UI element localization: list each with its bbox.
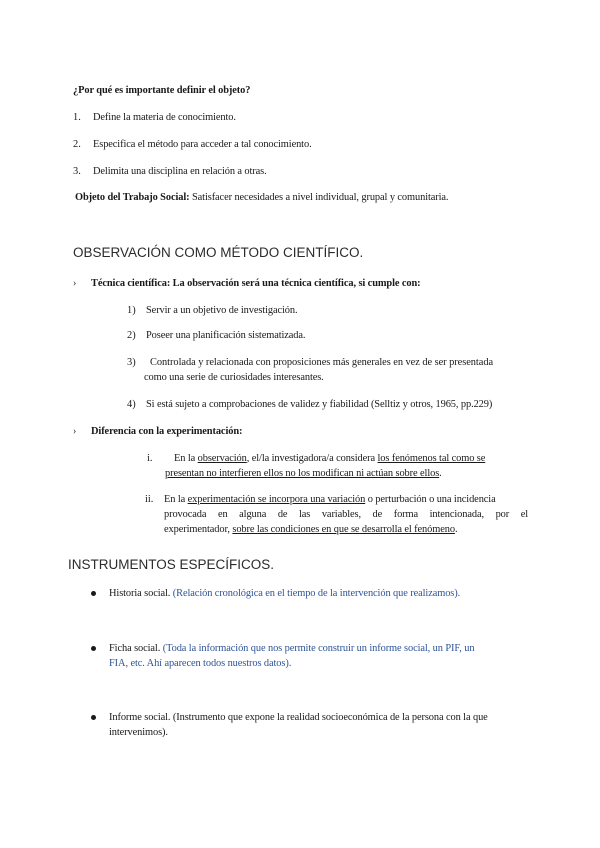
- text-run: En la: [174, 453, 198, 464]
- arrow-bullet-icon: ›: [73, 426, 77, 437]
- text-run: .: [454, 524, 458, 535]
- diferencia-ii-line2: provocada en alguna de las variables, de forma intencionada, por el: [164, 509, 528, 520]
- list-item: Delimita una disciplina en relación a otras.: [93, 166, 267, 177]
- list-item-continuation: como una serie de curiosidades interesantes.: [144, 372, 324, 383]
- list-number: ii.: [145, 494, 154, 505]
- instrument-label: Ficha social.: [109, 643, 161, 654]
- underlined-phrase: sobre las condiciones en que se desarrolla el fenómeno: [232, 524, 455, 535]
- section-heading-instrumentos: INSTRUMENTOS ESPECÍFICOS.: [68, 557, 275, 572]
- list-number: 2): [127, 330, 136, 341]
- instrument-desc-continuation: intervenimos).: [109, 727, 168, 738]
- objeto-trabajo-social: [75, 190, 448, 205]
- diferencia-ii-line3: [164, 522, 457, 537]
- instrument-desc: (Instrumento que expone la realidad socioeconómica de la persona con la que: [170, 712, 488, 723]
- text-run: , el/la investigadora/a considera: [246, 453, 378, 464]
- list-number: 2.: [73, 139, 81, 150]
- list-number: 3): [127, 357, 136, 368]
- text-run: En la: [164, 494, 188, 505]
- objeto-text: Satisfacer necesidades a nivel individual, grupal y comunitaria.: [189, 192, 449, 203]
- tecnica-title: Técnica científica: La observación será una técnica científica, si cumple con:: [91, 278, 421, 289]
- list-item: [109, 710, 488, 725]
- section-heading-observacion: OBSERVACIÓN COMO MÉTODO CIENTÍFICO.: [73, 245, 364, 260]
- underlined-phrase: presentan no interfieren ellos no los modifican ni actúan sobre ellos: [165, 468, 440, 479]
- list-number: 4): [127, 399, 136, 410]
- underlined-term: experimentación: [187, 494, 256, 505]
- list-item: Especifica el método para acceder a tal conocimiento.: [93, 139, 312, 150]
- list-item: Controlada y relacionada con proposiciones más generales en vez de ser presentada: [150, 357, 494, 368]
- instrument-desc-continuation: FIA, etc. Ahí aparecen todos nuestros datos).: [109, 658, 292, 669]
- objeto-label: Objeto del Trabajo Social:: [75, 192, 190, 203]
- instrument-desc: (Relación cronológica en el tiempo de la intervención que realizamos).: [170, 588, 461, 599]
- list-number: 1.: [73, 112, 81, 123]
- bullet-icon: [91, 591, 96, 596]
- list-number: 1): [127, 305, 136, 316]
- instrument-label: Historia social.: [109, 588, 171, 599]
- text-run: o perturbación o una incidencia: [365, 494, 496, 505]
- bullet-icon: [91, 715, 96, 720]
- list-number: 3.: [73, 166, 81, 177]
- list-item: Poseer una planificación sistematizada.: [146, 330, 306, 341]
- list-number: i.: [147, 453, 153, 464]
- list-item: Define la materia de conocimiento.: [93, 112, 236, 123]
- diferencia-i-line1: [174, 451, 528, 466]
- underlined-term: observación: [197, 453, 247, 464]
- underlined-phrase: los fenómenos tal como se: [377, 453, 486, 464]
- arrow-bullet-icon: ›: [73, 278, 77, 289]
- list-item: Si está sujeto a comprobaciones de validez y fiabilidad (Selltiz y otros, 1965, pp.229): [146, 399, 493, 410]
- instrument-label: Informe social.: [109, 712, 171, 723]
- list-item: [109, 641, 528, 656]
- list-item: [109, 586, 460, 601]
- underlined-phrase: se incorpora una variación: [255, 494, 366, 505]
- text-run: experimentador,: [164, 524, 233, 535]
- instrument-desc: (Toda la información que nos permite construir un informe social, un PIF, un: [160, 643, 475, 654]
- diferencia-title: Diferencia con la experimentación:: [91, 426, 243, 437]
- question-title: ¿Por qué es importante definir el objeto?: [73, 85, 251, 96]
- bullet-icon: [91, 646, 96, 651]
- diferencia-i-line2: [165, 466, 442, 481]
- text-run: .: [439, 468, 442, 479]
- list-item: Servir a un objetivo de investigación.: [146, 305, 298, 316]
- diferencia-ii-line1: [164, 492, 496, 507]
